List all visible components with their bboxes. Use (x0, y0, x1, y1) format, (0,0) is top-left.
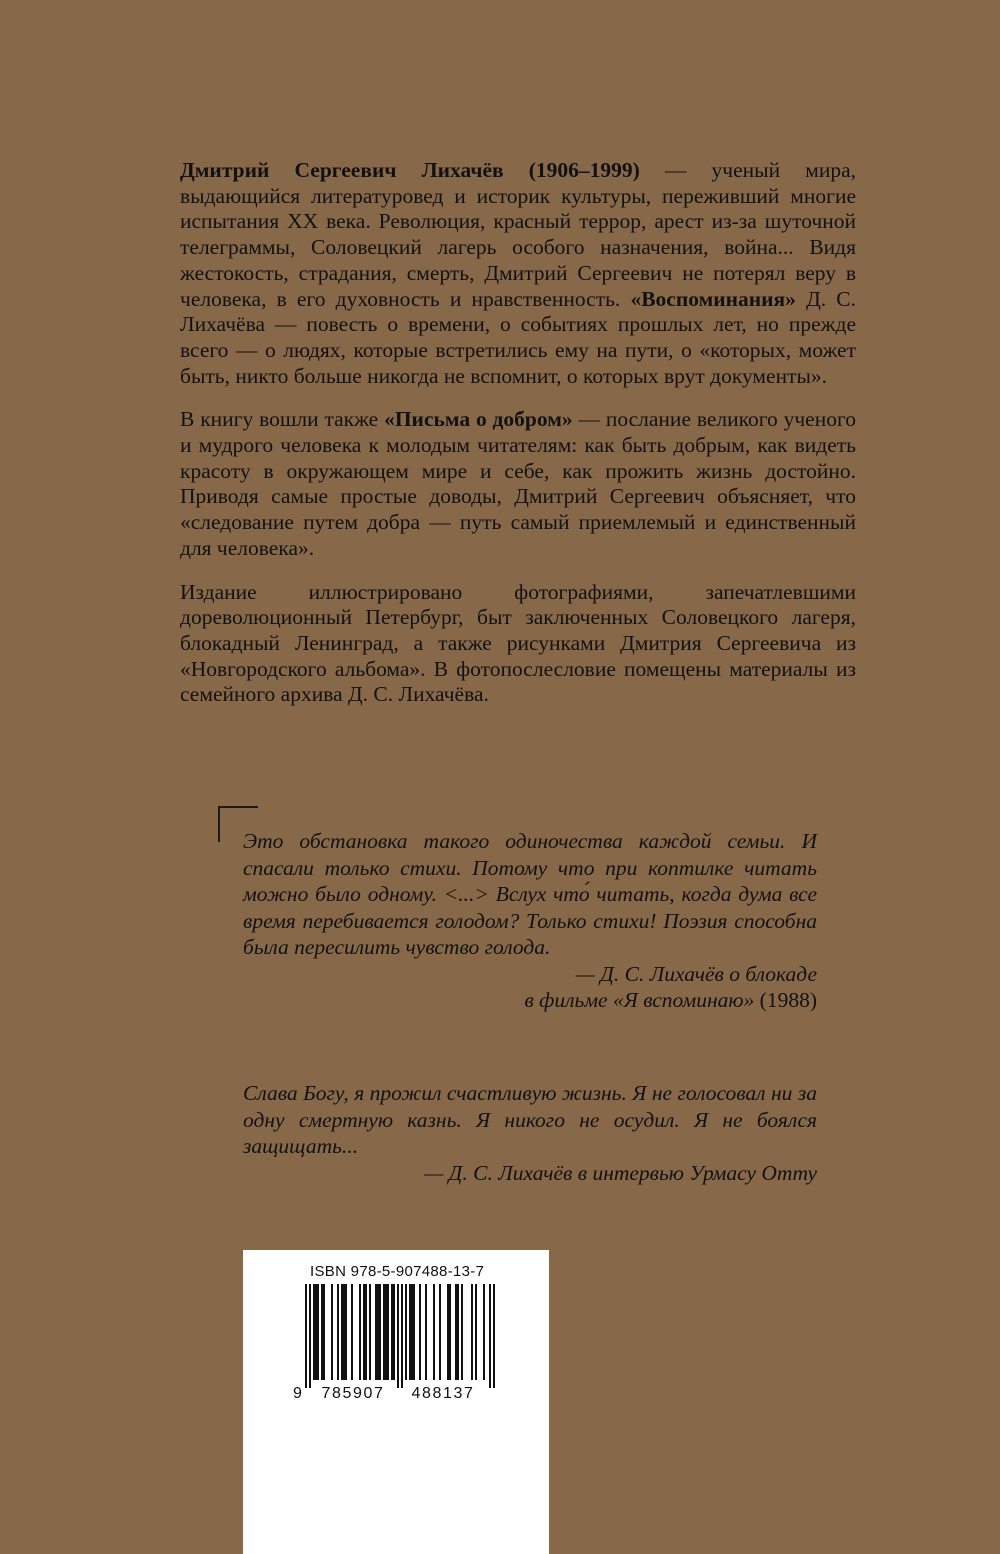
barcode-bar (323, 1284, 325, 1380)
attribution-year: (1988) (759, 988, 817, 1012)
barcode-bar (365, 1284, 367, 1380)
quote-text: Это обстановка такого одиночества каждой семьи. И спасали только стихи. Потому что при коптилке читать можно было одному. <...> Вслух что́ читать, когда дума все время перебивается голодом? Только стихи! Поэзия способна была пересилить чувство голода. (243, 829, 817, 959)
book-title-letters: «Письма о добром» (384, 407, 573, 432)
barcode-bar (413, 1284, 415, 1380)
barcode-bar (439, 1284, 441, 1380)
barcode-panel (243, 1250, 549, 1554)
barcode-bar (447, 1284, 449, 1380)
barcode-bar (475, 1284, 477, 1380)
barcode-bar (471, 1284, 473, 1380)
barcode-bar (457, 1284, 459, 1380)
barcode-bar (433, 1284, 435, 1380)
barcode-bar (337, 1284, 339, 1380)
barcode-bar (397, 1284, 399, 1388)
barcode-bar (315, 1284, 317, 1380)
attribution-line (243, 987, 817, 1014)
barcode-bar (369, 1284, 371, 1380)
description-text: Д. С. Лихачёва — повесть о времени, о событиях прошлых лет, но прежде всего — о людях, которые встретились ему на пути, о «которых, может быть, никто больше никогда не вспомнит, о которых врут документы». (180, 286, 856, 388)
barcode-bar (405, 1284, 407, 1380)
description-paragraph-1 (180, 158, 856, 389)
barcode-bars (305, 1284, 495, 1388)
barcode-bar (391, 1284, 393, 1380)
barcode-bar (309, 1284, 311, 1388)
barcode-bar (345, 1284, 347, 1380)
isbn-number: ISBN 978-5-907488-13-7 (310, 1263, 485, 1280)
barcode-bar (363, 1284, 365, 1380)
quote-attribution (243, 961, 817, 1014)
quote-text: Слава Богу, я прожил счастливую жизнь. Я не голосовал ни за одну смертную казнь. Я никого не осудил. Я не боялся защищать... (243, 1081, 817, 1158)
attribution-film: в фильме «Я вспоминаю» (524, 988, 760, 1012)
description-text: В книгу вошли также (180, 407, 385, 432)
quote-interview (243, 1080, 817, 1186)
barcode-bar (313, 1284, 315, 1380)
barcode-bar (409, 1284, 411, 1380)
barcode-bar (493, 1284, 495, 1388)
barcode-bar (351, 1284, 353, 1380)
barcode-bar (383, 1284, 385, 1380)
barcode-bar (305, 1284, 307, 1388)
barcode-bar (387, 1284, 389, 1380)
attribution-line: — Д. С. Лихачёв о блокаде (575, 961, 817, 986)
book-title-memoirs: «Воспоминания» (630, 286, 796, 311)
barcode-bar (455, 1284, 457, 1380)
barcode-digits-right: 488137 (411, 1385, 475, 1402)
barcode-bar (341, 1284, 343, 1380)
barcode-bar (401, 1284, 403, 1388)
barcode-bar (343, 1284, 345, 1380)
barcode-bar (483, 1284, 485, 1380)
description-text: — ученый мира, выдающийся литературовед и историк культуры, переживший многие испытания XX века. Революция, красный террор, арест из-за шуточной телеграммы, Соловецкий лагерь особого назначения, война... Видя жестокость, страдания, смерть, Дмитрий Сергеевич не потерял веру в человека, в его духовность и нравственность. (180, 158, 856, 311)
barcode-bar (385, 1284, 387, 1380)
barcode-bar (489, 1284, 491, 1388)
quote-blockade (243, 828, 817, 1014)
barcode-bar (461, 1284, 463, 1380)
book-description (180, 158, 856, 726)
barcode-bar (377, 1284, 379, 1380)
description-text: — послание великого ученого и мудрого человека к молодым читателям: как быть добрым, как видеть красоту в окружающем мире и себе, как прожить жизнь достойно. Приводя самые простые доводы, Дмитрий Сергеевич объясняет, что «следование путем добра — путь самый приемлемый и единственный для человека». (180, 407, 857, 560)
barcode-digits-left: 785907 (321, 1385, 385, 1402)
author-name: Дмитрий Сергеевич Лихачёв (1906–1999) (180, 158, 640, 182)
barcode-bar (321, 1284, 323, 1380)
barcode-bar (375, 1284, 377, 1380)
description-paragraph-2 (180, 407, 856, 561)
quote-attribution: — Д. С. Лихачёв в интервью Урмасу Отту (424, 1160, 817, 1185)
barcode-bar (317, 1284, 319, 1380)
barcode-graphic (293, 1284, 499, 1404)
barcode-digit-first: 9 (293, 1385, 302, 1402)
barcode-bar (359, 1284, 361, 1380)
barcode-bar (419, 1284, 421, 1380)
barcode-bar (379, 1284, 381, 1380)
description-paragraph-3: Издание иллюстрировано фотографиями, запечатлевшими дореволюционный Петербург, быт заключенных Соловецкого лагеря, блокадный Ленинград, а также рисунками Дмитрия Сергеевича из «Новгородского альбома». В фотопослесловие помещены материалы из семейного архива Д. С. Лихачёва. (180, 579, 856, 707)
barcode-bar (331, 1284, 333, 1380)
barcode-bar (393, 1284, 395, 1380)
barcode-bar (425, 1284, 427, 1380)
barcode-bar (411, 1284, 413, 1380)
barcode-bar (449, 1284, 451, 1380)
